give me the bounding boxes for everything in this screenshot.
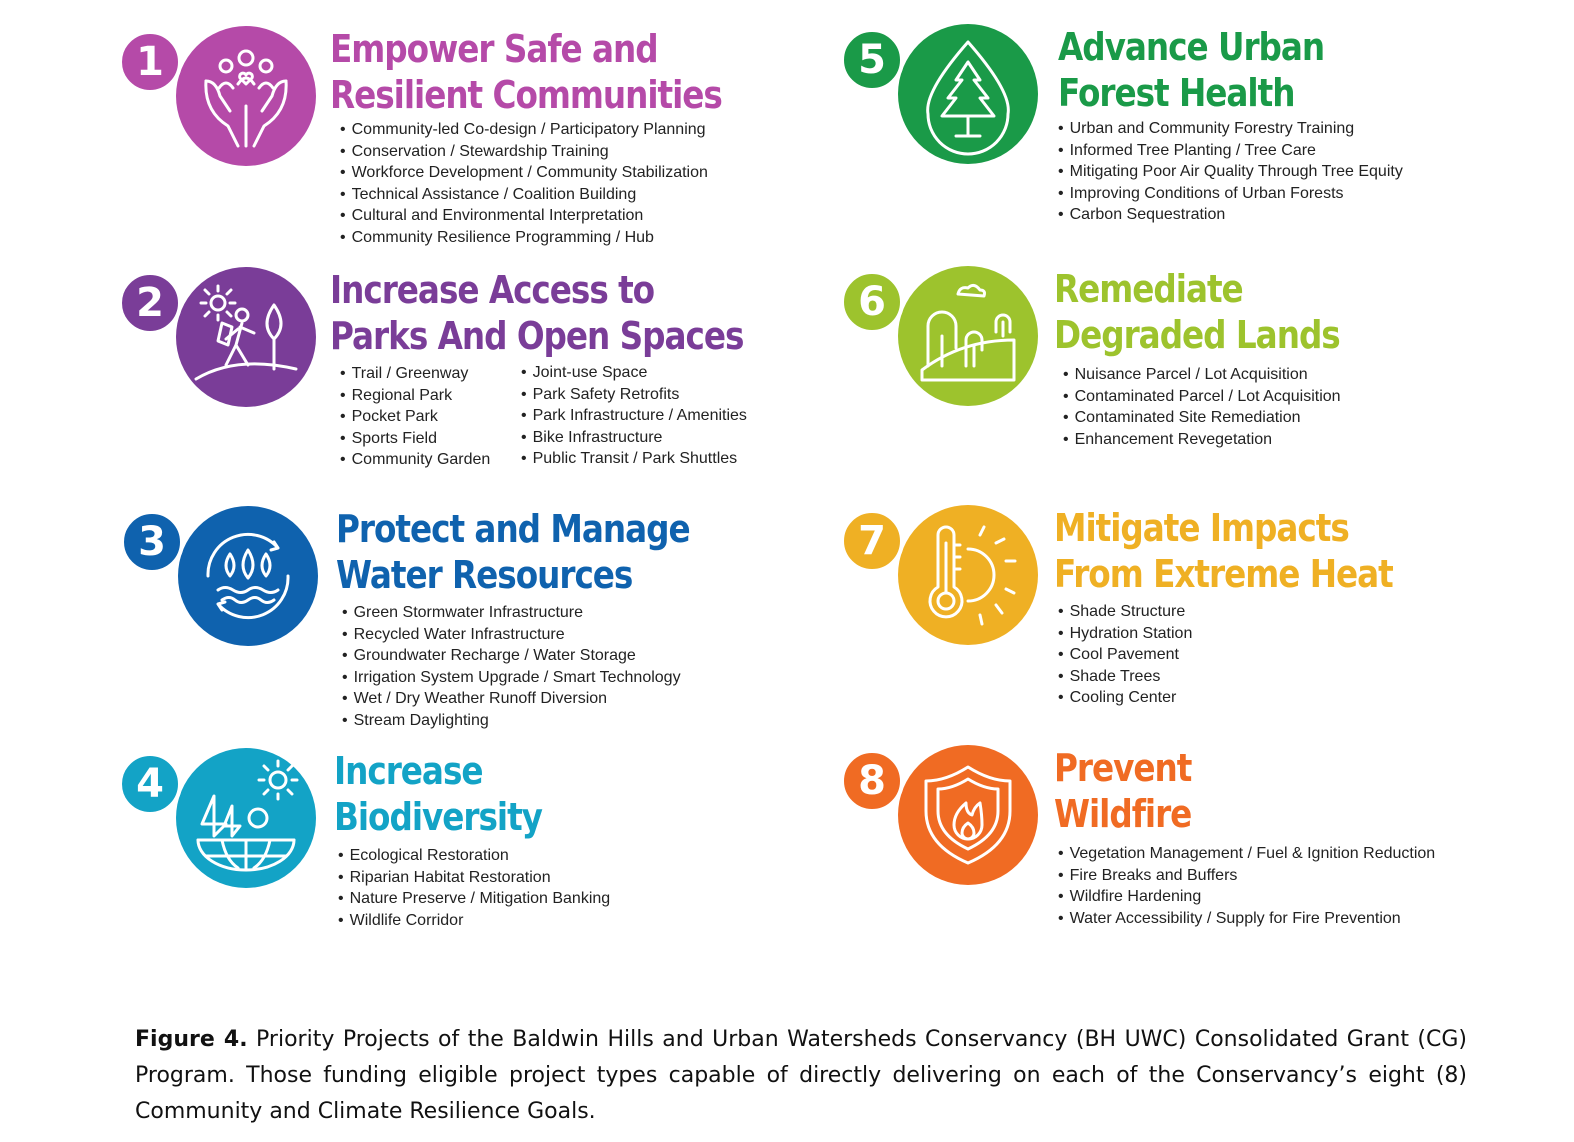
list-item: • Cultural and Environmental Interpretation [340,205,708,227]
list-item: • Workforce Development / Community Stabilization [340,162,708,184]
figure-caption [135,1022,1467,1130]
goal-title-line1: Prevent [1054,746,1192,790]
goal-title-line2: Resilient Communities [330,73,722,117]
list-item: • Conservation / Stewardship Training [340,141,708,163]
goal-title [334,748,542,840]
list-item: • Carbon Sequestration [1058,204,1403,226]
goal-title-line2: Forest Health [1058,71,1295,115]
list-item: • Improving Conditions of Urban Forests [1058,183,1403,205]
goal-2-badge [118,267,328,417]
list-item: • Shade Structure [1058,601,1192,623]
list-item: • Recycled Water Infrastructure [342,624,681,646]
goal-item-list [1058,843,1435,929]
list-item: • Community Resilience Programming / Hub [340,227,708,249]
goal-title-line1: Protect and Manage [336,507,690,551]
goal-item-list [1058,118,1403,226]
goal-number: 8 [840,749,904,813]
caption-text: Priority Projects of the Baldwin Hills and Urban Watersheds Conservancy (BH UWC) Consolidated Grant (CG) Program. Those funding eligible project types capable of directly delivering on each of the Conservancy’s eight (8) Community and Climate Resilience Goals. [135,1027,1467,1124]
list-item: • Informed Tree Planting / Tree Care [1058,140,1403,162]
list-item: • Pocket Park [340,406,490,428]
goal-title-line2: Water Resources [336,553,633,597]
list-item: • Park Safety Retrofits [521,384,747,406]
goal-item-list [1058,601,1192,709]
goal-7 [840,505,1540,745]
list-item: • Community-led Co-design / Participatory Planning [340,119,708,141]
goal-title-line2: Parks And Open Spaces [330,314,744,358]
list-item: • Regional Park [340,385,490,407]
goal-title-line1: Remediate [1054,267,1243,311]
goal-2 [118,267,818,507]
goal-8-circle [898,745,1038,885]
list-item: • Vegetation Management / Fuel & Ignition Reduction [1058,843,1435,865]
goal-6-badge [840,266,1050,416]
list-item: • Nuisance Parcel / Lot Acquisition [1063,364,1341,386]
goal-item-list [340,119,708,249]
list-item: • Sports Field [340,428,490,450]
list-item: • Riparian Habitat Restoration [338,867,610,889]
thermometer-sun-icon [898,505,1038,645]
goal-title [336,506,690,598]
list-item: • Stream Daylighting [342,710,681,732]
goal-title [1054,745,1191,837]
goal-4-badge [118,748,328,898]
goal-1 [118,26,818,266]
goal-6 [840,266,1540,506]
goal-number: 6 [840,270,904,334]
goal-title-line2: Biodiversity [334,795,542,839]
list-item: • Wildlife Corridor [338,910,610,932]
goal-7-circle [898,505,1038,645]
goal-item-list [342,602,681,732]
goal-title [1054,266,1340,358]
goal-item-list-col2 [521,362,747,470]
people-in-hands-icon [176,26,316,166]
goal-5 [840,24,1540,264]
list-item: • Groundwater Recharge / Water Storage [342,645,681,667]
goal-8-badge [840,745,1050,895]
goal-title [1058,24,1324,116]
list-item: • Cool Pavement [1058,644,1192,666]
goal-5-circle [898,24,1038,164]
list-item: • Bike Infrastructure [521,427,747,449]
list-item: • Irrigation System Upgrade / Smart Technology [342,667,681,689]
list-item: • Contaminated Parcel / Lot Acquisition [1063,386,1341,408]
list-item: • Joint-use Space [521,362,747,384]
goal-number: 4 [118,752,182,816]
landscape-trees-icon [898,266,1038,406]
hiker-icon [176,267,316,407]
goal-3-circle [178,506,318,646]
list-item: • Community Garden [340,449,490,471]
goal-title-line1: Increase [334,749,483,793]
goal-item-list [1063,364,1341,450]
globe-trees-icon [176,748,316,888]
goal-number: 7 [840,509,904,573]
goal-3-badge [120,506,330,656]
goal-1-circle [176,26,316,166]
goal-title [330,26,722,118]
list-item: • Park Infrastructure / Amenities [521,405,747,427]
goal-number: 3 [120,510,184,574]
goal-title-line2: Degraded Lands [1054,313,1340,357]
goal-number: 1 [118,30,182,94]
goal-title-line1: Advance Urban [1058,25,1325,69]
tree-in-drop-icon [898,24,1038,164]
list-item: • Shade Trees [1058,666,1192,688]
goal-5-badge [840,24,1050,174]
list-item: • Wildfire Hardening [1058,886,1435,908]
list-item: • Fire Breaks and Buffers [1058,865,1435,887]
list-item: • Nature Preserve / Mitigation Banking [338,888,610,910]
list-item: • Water Accessibility / Supply for Fire Prevention [1058,908,1435,930]
list-item: • Public Transit / Park Shuttles [521,448,747,470]
goal-item-list-col1 [340,363,490,471]
list-item: • Technical Assistance / Coalition Building [340,184,708,206]
list-item: • Contaminated Site Remediation [1063,407,1341,429]
goal-item-list [338,845,610,931]
list-item: • Ecological Restoration [338,845,610,867]
list-item: • Hydration Station [1058,623,1192,645]
goal-title-line1: Mitigate Impacts [1054,506,1349,550]
goal-4 [118,748,818,988]
goal-number: 5 [840,28,904,92]
list-item: • Trail / Greenway [340,363,490,385]
goal-6-circle [898,266,1038,406]
figure-label: Figure 4. [135,1027,248,1052]
goal-title [1054,505,1393,597]
goal-title-line2: Wildfire [1054,792,1192,836]
list-item: • Wet / Dry Weather Runoff Diversion [342,688,681,710]
goal-title-line1: Empower Safe and [330,27,658,71]
goal-title-line1: Increase Access to [330,268,655,312]
goal-7-badge [840,505,1050,655]
goal-4-circle [176,748,316,888]
list-item: • Cooling Center [1058,687,1192,709]
goal-3 [120,506,820,746]
fire-shield-icon [898,745,1038,885]
goal-8 [840,745,1540,985]
list-item: • Enhancement Revegetation [1063,429,1341,451]
list-item: • Urban and Community Forestry Training [1058,118,1403,140]
goal-2-circle [176,267,316,407]
list-item: • Mitigating Poor Air Quality Through Tree Equity [1058,161,1403,183]
water-cycle-icon [178,506,318,646]
goal-1-badge [118,26,328,176]
goal-title [330,267,743,359]
list-item: • Green Stormwater Infrastructure [342,602,681,624]
goal-number: 2 [118,271,182,335]
goal-title-line2: From Extreme Heat [1054,552,1393,596]
